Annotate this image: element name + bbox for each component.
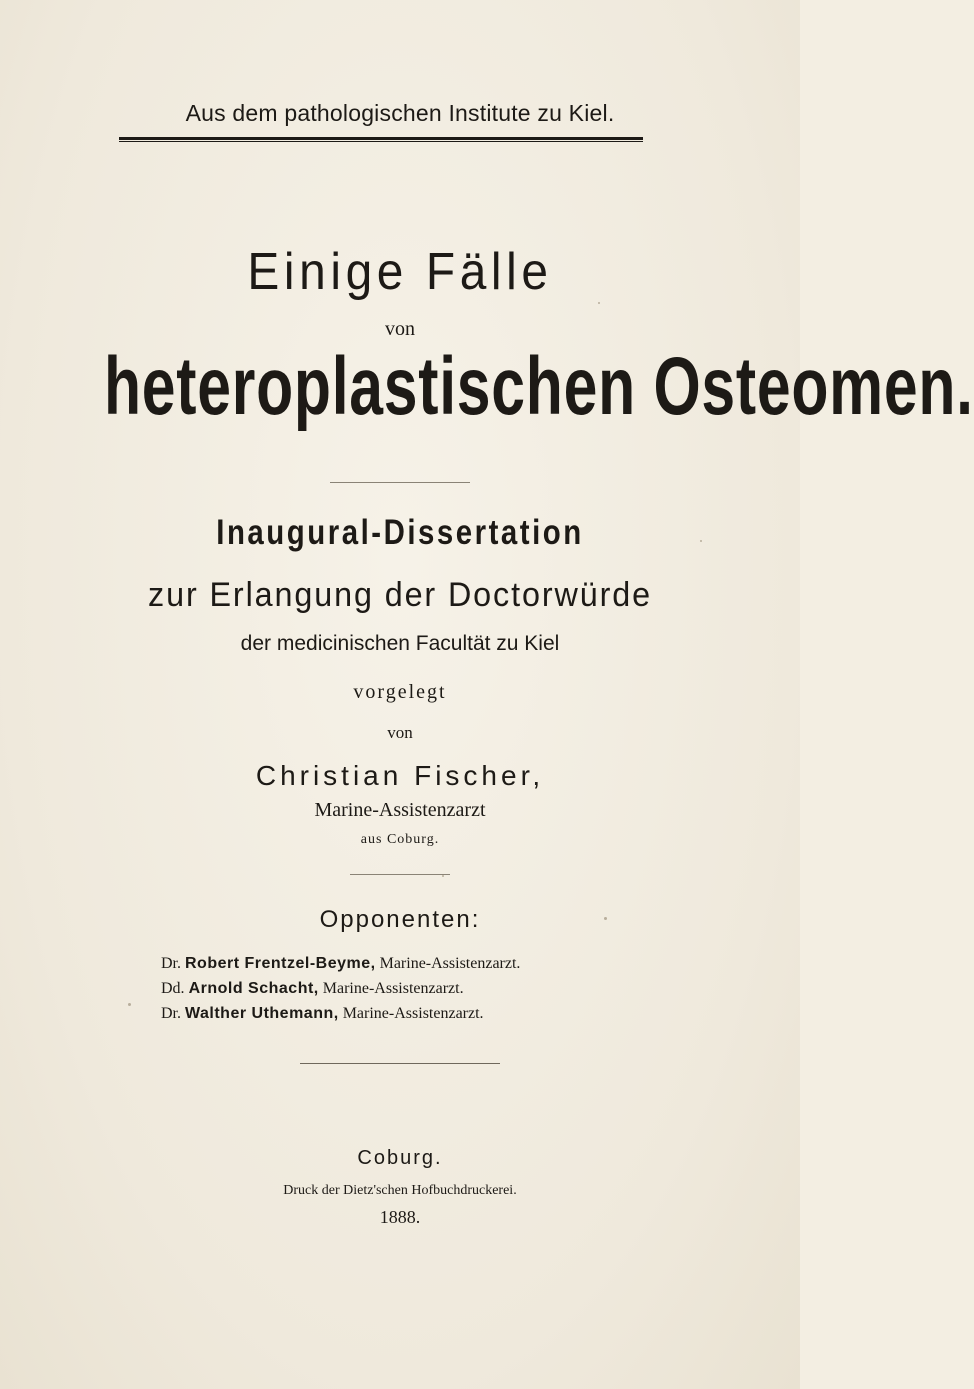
divider-rule bbox=[300, 1063, 500, 1064]
dissertation-heading: Inaugural-Dissertation bbox=[216, 513, 584, 552]
author-name: Christian Fischer, bbox=[255, 760, 545, 791]
opponent-rank: Marine-Assistenzarzt. bbox=[322, 980, 464, 997]
opponent-name: Robert Frentzel-Beyme, bbox=[185, 955, 376, 972]
divider-rule bbox=[350, 874, 450, 875]
author-origin: aus Coburg. bbox=[360, 832, 440, 847]
paper-speck bbox=[604, 917, 607, 920]
opponent-title: Dr. bbox=[161, 1005, 181, 1022]
opponent-rank: Marine-Assistenzarzt. bbox=[342, 1005, 484, 1022]
paper-speck bbox=[442, 875, 444, 877]
opponents-list bbox=[161, 951, 781, 1026]
opponent-row bbox=[161, 1001, 781, 1026]
opponent-row bbox=[161, 976, 781, 1001]
presented-line: vorgelegt bbox=[353, 681, 447, 703]
paper-speck bbox=[128, 1003, 131, 1006]
paper-speck bbox=[598, 302, 600, 304]
imprint-printer: Druck der Dietz'schen Hofbuchdruckerei. bbox=[283, 1183, 517, 1198]
institute-heading: Aus dem pathologischen Institute zu Kiel. bbox=[185, 100, 615, 126]
opponents-heading: Opponenten: bbox=[319, 906, 481, 933]
author-rank: Marine-Assistenzarzt bbox=[314, 799, 486, 821]
opponent-name: Arnold Schacht, bbox=[188, 980, 319, 997]
dissertation-purpose: zur Erlangung der Doctorwürde bbox=[148, 576, 652, 614]
imprint-year: 1888. bbox=[379, 1207, 421, 1227]
imprint-place: Coburg. bbox=[357, 1147, 443, 1169]
opponent-name: Walther Uthemann, bbox=[185, 1005, 339, 1022]
author-connector: von bbox=[387, 723, 413, 742]
divider-rule bbox=[330, 482, 470, 483]
title-line-2: heteroplastischen Osteomen. bbox=[104, 341, 974, 432]
paper-speck bbox=[700, 540, 702, 542]
title-connector: von bbox=[385, 318, 415, 340]
faculty-line: der medicinischen Facultät zu Kiel bbox=[240, 632, 560, 655]
opponent-row bbox=[161, 951, 781, 976]
opponent-title: Dr. bbox=[161, 955, 181, 972]
opponent-title: Dd. bbox=[161, 980, 185, 997]
institute-underline bbox=[119, 137, 643, 142]
title-line-1: Einige Fälle bbox=[247, 243, 553, 301]
opponent-rank: Marine-Assistenzarzt. bbox=[379, 955, 521, 972]
